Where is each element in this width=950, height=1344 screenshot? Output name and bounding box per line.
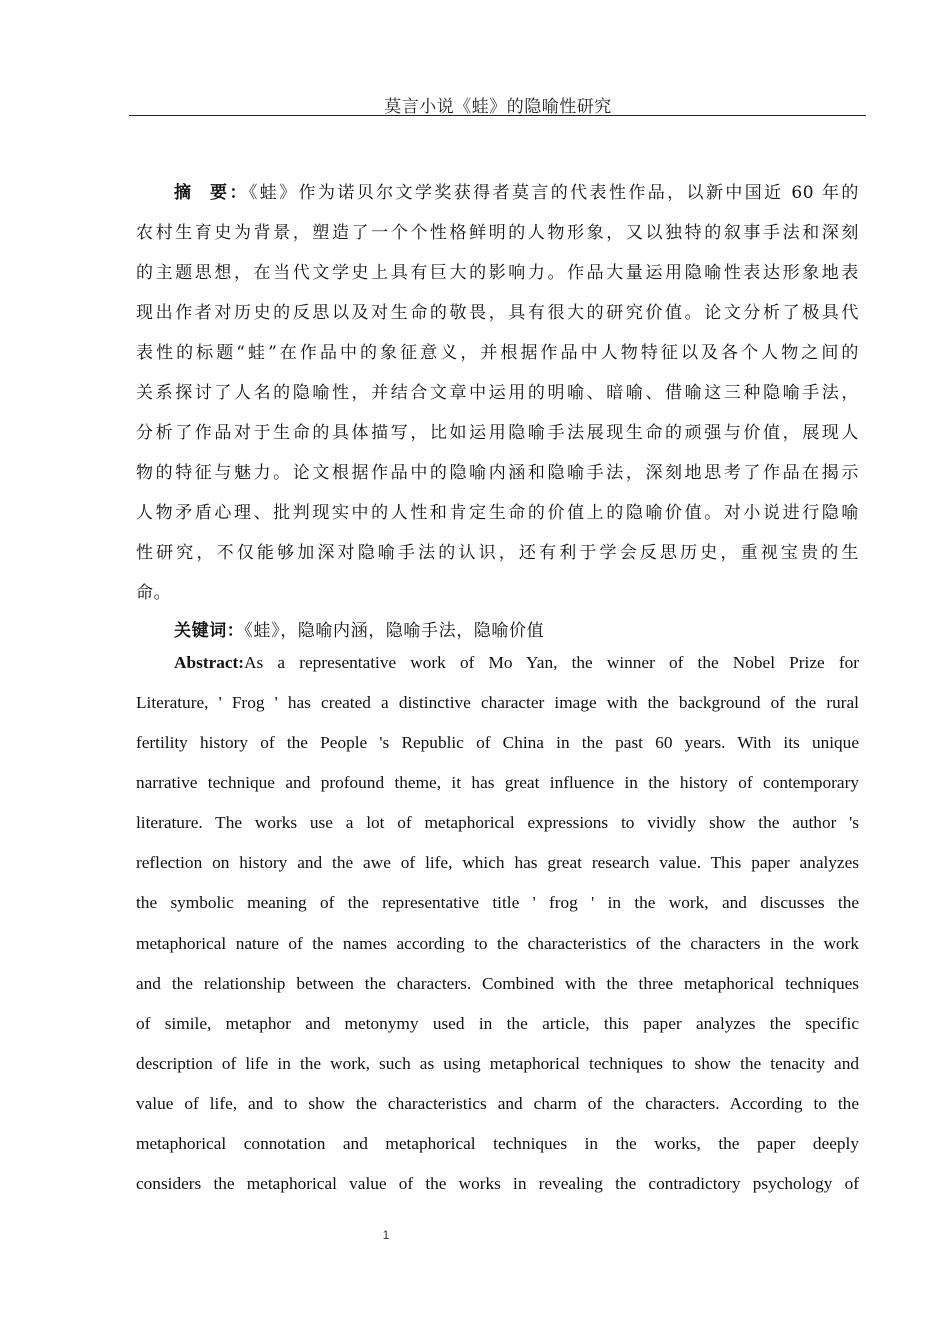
- abstract-zh-line: 分析了作品对于生命的具体描写，比如运用隐喻手法展现生命的顽强与价值，展现人: [136, 423, 859, 443]
- abstract-en-line: and the relationship between the characters. Combined with the three metaphorical techniques: [136, 974, 859, 993]
- abstract-en-line: the symbolic meaning of the representative title ' frog ' in the work, and discusses the: [136, 893, 859, 912]
- abstract-zh-line: 的主题思想，在当代文学史上具有巨大的影响力。作品大量运用隐喻性表达形象地表: [136, 263, 859, 283]
- abstract-en-line: literature. The works use a lot of metaphorical expressions to vividly show the author 's: [136, 813, 859, 832]
- abstract-zh-line: 农村生育史为背景，塑造了一个个性格鲜明的人物形象，又以独特的叙事手法和深刻: [136, 223, 859, 243]
- abstract-en-line: reflection on history and the awe of life, which has great research value. This paper analyzes: [136, 853, 859, 872]
- abstract-zh-line: 性研究，不仅能够加深对隐喻手法的认识，还有利于学会反思历史，重视宝贵的生: [136, 543, 859, 563]
- abstract-zh-label: 摘 要：: [174, 183, 249, 203]
- keywords-zh-value: 《蛙》，隐喻内涵，隐喻手法，隐喻价值: [244, 621, 545, 641]
- abstract-en-line: Literature, ' Frog ' has created a distinctive character image with the background of the rural: [136, 693, 859, 712]
- abstract-en-line: considers the metaphorical value of the works in revealing the contradictory psychology of: [136, 1174, 859, 1193]
- abstract-en-line: fertility history of the People 's Republic of China in the past 60 years. With its unique: [136, 733, 859, 752]
- abstract-zh-line: 物的特征与魅力。论文根据作品中的隐喻内涵和隐喻手法，深刻地思考了作品在揭示: [136, 463, 859, 483]
- abstract-en-label: Abstract:: [174, 653, 245, 672]
- abstract-en-line: metaphorical nature of the names according to the characteristics of the characters in the work: [136, 934, 859, 953]
- header-divider: [129, 115, 866, 116]
- abstract-en-line: narrative technique and profound theme, it has great influence in the history of contemporary: [136, 773, 859, 792]
- keywords-zh-line: [174, 616, 859, 642]
- abstract-en-line: description of life in the work, such as using metaphorical techniques to show the tenacity and: [136, 1054, 859, 1073]
- abstract-en-line: Abstract:As a representative work of Mo Yan, the winner of the Nobel Prize for: [174, 653, 859, 672]
- abstract-zh-line: 摘 要：《蛙》作为诺贝尔文学奖获得者莫言的代表性作品，以新中国近 60 年的: [174, 183, 859, 203]
- abstract-zh-line: 命。: [136, 583, 172, 603]
- abstract-en-line: of simile, metaphor and metonymy used in the article, this paper analyzes the specific: [136, 1014, 859, 1033]
- abstract-zh-line: 人物矛盾心理、批判现实中的人性和肯定生命的价值上的隐喻价值。对小说进行隐喻: [136, 503, 859, 523]
- keywords-zh-label: 关键词：: [174, 621, 245, 641]
- abstract-zh-line: 关系探讨了人名的隐喻性，并结合文章中运用的明喻、暗喻、借喻这三种隐喻手法，: [136, 383, 859, 403]
- running-header-title: 莫言小说《蛙》的隐喻性研究: [384, 97, 612, 117]
- page-number: 1: [382, 1228, 390, 1242]
- abstract-zh-line: 表性的标题“蛙”在作品中的象征意义，并根据作品中人物特征以及各个人物之间的: [136, 343, 859, 363]
- abstract-en-line: value of life, and to show the characteristics and charm of the characters. According to the: [136, 1094, 859, 1113]
- abstract-en-line: metaphorical connotation and metaphorical techniques in the works, the paper deeply: [136, 1134, 859, 1153]
- abstract-zh-line: 现出作者对历史的反思以及对生命的敬畏，具有很大的研究价值。论文分析了极具代: [136, 303, 859, 323]
